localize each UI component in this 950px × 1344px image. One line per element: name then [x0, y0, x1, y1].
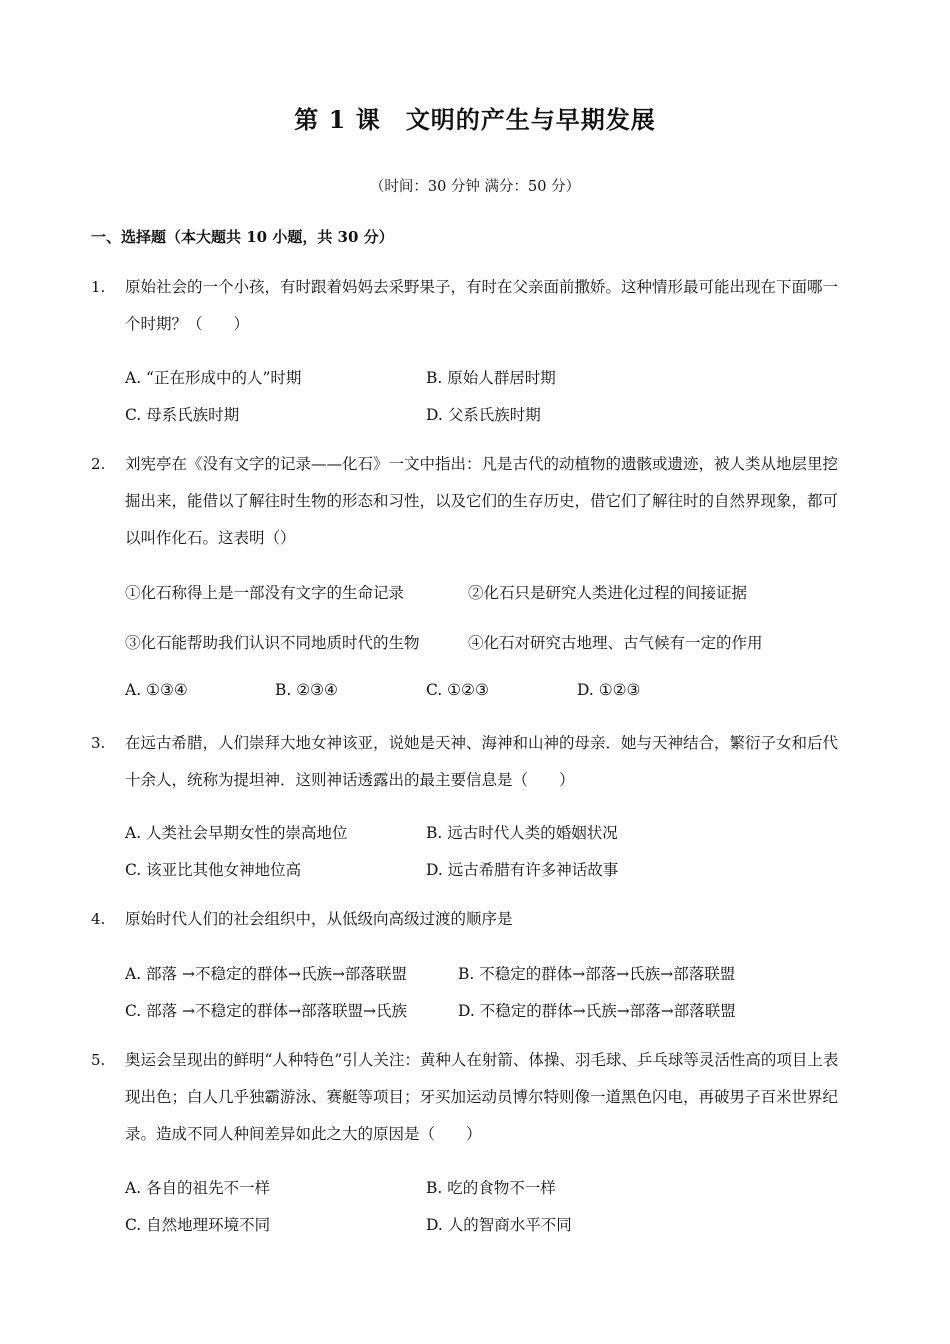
option-d: D. 人的智商水平不同 [426, 1216, 572, 1234]
option-c: C. 母系氏族时期 [125, 406, 240, 424]
question-text: 在远古希腊，人们崇拜大地女神该亚，说她是天神、海神和山神的母亲．她与天神结合，繁衍子女和后代十余人，统称为提坦神．这则神话透露出的最主要信息是（ ） [125, 734, 839, 789]
option-b: B. 不稳定的群体→部落→氏族→部落联盟 [458, 965, 736, 983]
option-c: C. 该亚比其他女神地位高 [125, 861, 302, 879]
question-number: 3. [91, 734, 106, 752]
question-number: 1. [91, 278, 106, 296]
option-b: B. 原始人群居时期 [426, 369, 556, 387]
option-b: B. 远古时代人类的婚姻状况 [426, 824, 618, 842]
exam-info: （时间：30 分钟 满分：50 分） [369, 179, 581, 195]
option-c: C. ①②③ [426, 681, 489, 699]
statement-2: ②化石只是研究人类进化过程的间接证据 [468, 584, 748, 602]
statement-4: ④化石对研究古地理、古气候有一定的作用 [468, 634, 763, 652]
question-number: 5. [91, 1051, 106, 1069]
option-d: D. 父系氏族时期 [426, 406, 541, 424]
option-c: C. 自然地理环境不同 [125, 1216, 271, 1234]
option-a: A. ①③④ [125, 681, 188, 699]
option-a: A. 各自的祖先不一样 [125, 1179, 271, 1197]
question-number: 2. [91, 455, 106, 473]
option-a: A. “正在形成中的人”时期 [125, 369, 302, 387]
option-d: D. ①②③ [577, 681, 641, 699]
page-title: 第 1 课 文明的产生与早期发展 [294, 105, 656, 134]
section-heading: 一、选择题（本大题共 10 小题，共 30 分） [91, 228, 394, 246]
option-b: B. ②③④ [275, 681, 338, 699]
option-d: D. 远古希腊有许多神话故事 [426, 861, 619, 879]
option-c: C. 部落 →不稳定的群体→部落联盟→氏族 [125, 1002, 408, 1020]
statement-1: ①化石称得上是一部没有文字的生命记录 [125, 584, 405, 602]
option-a: A. 部落 →不稳定的群体→氏族→部落联盟 [125, 965, 407, 983]
option-b: B. 吃的食物不一样 [426, 1179, 556, 1197]
question-text: 原始时代人们的社会组织中，从低级向高级过渡的顺序是 [125, 910, 513, 928]
option-a: A. 人类社会早期女性的崇高地位 [125, 824, 348, 842]
statement-3: ③化石能帮助我们认识不同地质时代的生物 [125, 634, 420, 652]
question-text: 原始社会的一个小孩，有时跟着妈妈去采野果子，有时在父亲面前撒娇。这种情形最可能出现在下面哪一个时期？（ ） [125, 278, 839, 333]
question-number: 4. [91, 910, 106, 928]
question-text: 刘宪亭在《没有文字的记录——化石》一文中指出：凡是古代的动植物的遗骸或遗迹，被人类从地层里挖掘出来，能借以了解往时生物的形态和习性，以及它们的生存历史，借它们了解往时的自然界现象，都可以叫作化石。这表明（） [125, 455, 839, 547]
option-d: D. 不稳定的群体→氏族→部落→部落联盟 [458, 1002, 736, 1020]
question-text: 奥运会呈现出的鲜明“人种特色”引人关注：黄种人在射箭、体操、羽毛球、乒乓球等灵活性高的项目上表现出色；白人几乎独霸游泳、赛艇等项目；牙买加运动员博尔特则像一道黑色闪电，再破男子百米世界纪录。造成不同人种间差异如此之大的原因是（ ） [125, 1051, 839, 1143]
